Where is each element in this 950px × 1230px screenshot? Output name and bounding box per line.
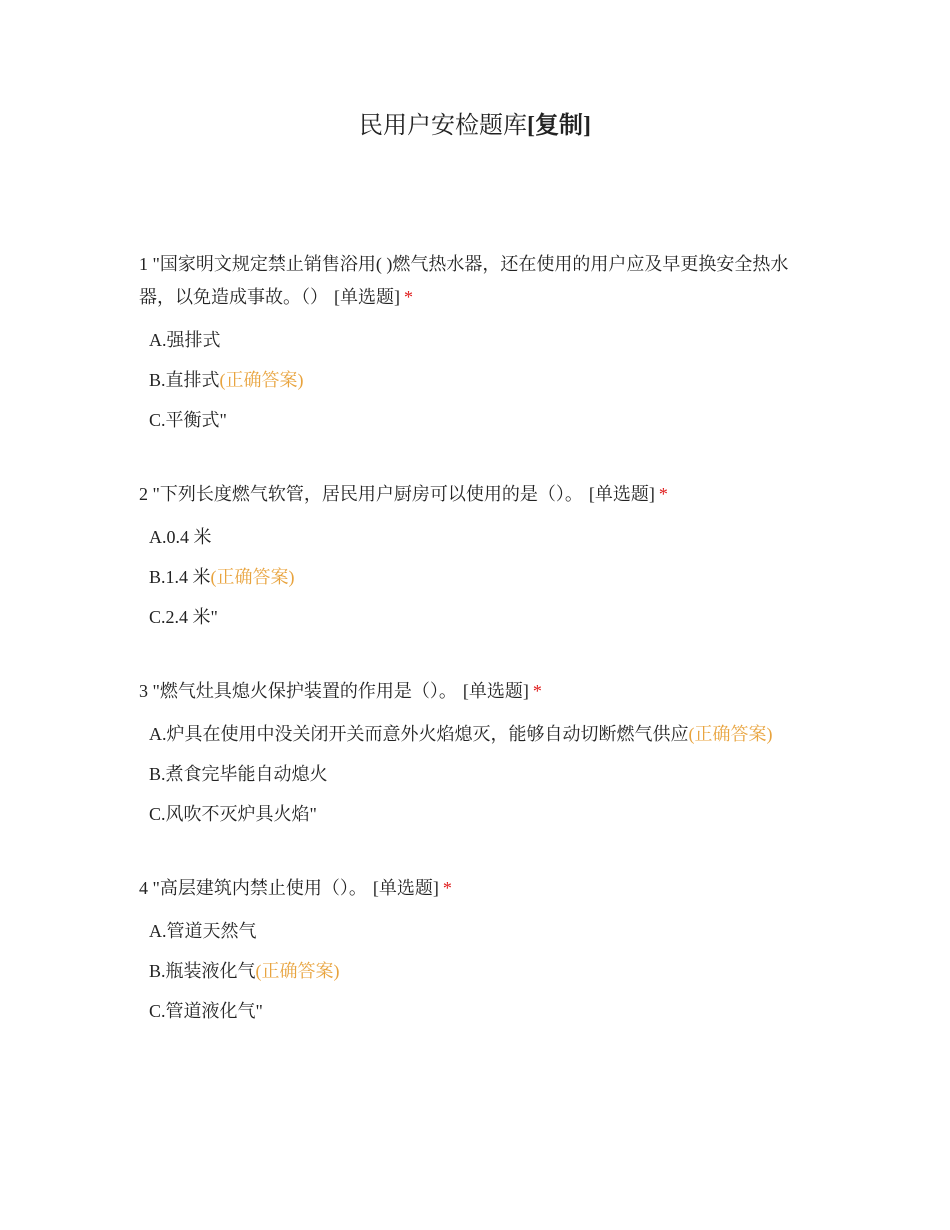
correct-answer-tag: (正确答案) (688, 724, 773, 744)
option-text: B.直排式 (149, 370, 220, 390)
question-type: [单选题] (334, 287, 400, 307)
option-b (139, 754, 809, 794)
option-c (139, 400, 809, 440)
option-c (139, 794, 809, 834)
question-1 (139, 248, 809, 440)
option-b (139, 557, 809, 597)
option-text: A.强排式 (149, 330, 221, 350)
required-marker: * (442, 878, 452, 898)
option-text: B.煮食完毕能自动熄火 (149, 764, 328, 784)
question-number: 4 (139, 878, 148, 898)
option-a (139, 911, 809, 951)
question-number: 1 (139, 254, 148, 274)
required-marker: * (404, 287, 413, 307)
option-a (139, 714, 809, 754)
option-text: C.2.4 米" (149, 607, 218, 627)
option-a (139, 320, 809, 360)
option-text: C.平衡式" (149, 410, 227, 430)
question-body: "高层建筑内禁止使用（）。 (152, 878, 367, 898)
option-text: C.风吹不灭炉具火焰" (149, 804, 317, 824)
question-type: [单选题] (462, 681, 529, 701)
question-text (139, 675, 809, 708)
option-b (139, 360, 809, 400)
option-text: A.炉具在使用中没关闭开关而意外火焰熄灭，能够自动切断燃气供应 (149, 724, 689, 744)
question-number: 3 (139, 681, 148, 701)
option-text: A.管道天然气 (149, 921, 257, 941)
option-c (139, 991, 809, 1031)
option-text: B.瓶装液化气 (149, 961, 256, 981)
option-a (139, 517, 809, 557)
option-text: B.1.4 米 (149, 567, 211, 587)
question-body: "国家明文规定禁止销售浴用( )燃气热水器，还在使用的用户应及早更换安全热水器，以免造成事故。（） (139, 254, 789, 307)
option-text: A.0.4 米 (149, 527, 212, 547)
correct-answer-tag: (正确答案) (210, 567, 295, 587)
question-body: "下列长度燃气软管，居民用户厨房可以使用的是（）。 (152, 484, 583, 504)
question-2 (139, 478, 809, 637)
page-title (0, 110, 950, 142)
title-main: 民用户安检题库 (359, 113, 527, 139)
option-c (139, 597, 809, 637)
question-3 (139, 675, 809, 834)
option-text: C.管道液化气" (149, 1001, 263, 1021)
required-marker: * (658, 484, 668, 504)
question-number: 2 (139, 484, 148, 504)
question-type: [单选题] (588, 484, 655, 504)
question-text (139, 872, 809, 905)
question-text (139, 478, 809, 511)
required-marker: * (532, 681, 542, 701)
correct-answer-tag: (正确答案) (255, 961, 340, 981)
question-text (139, 248, 809, 314)
question-list (139, 248, 809, 1069)
option-b (139, 951, 809, 991)
correct-answer-tag: (正确答案) (219, 370, 304, 390)
question-type: [单选题] (372, 878, 439, 898)
question-body: "燃气灶具熄火保护装置的作用是（）。 (152, 681, 457, 701)
title-suffix: [复制] (527, 113, 591, 139)
question-4 (139, 872, 809, 1031)
